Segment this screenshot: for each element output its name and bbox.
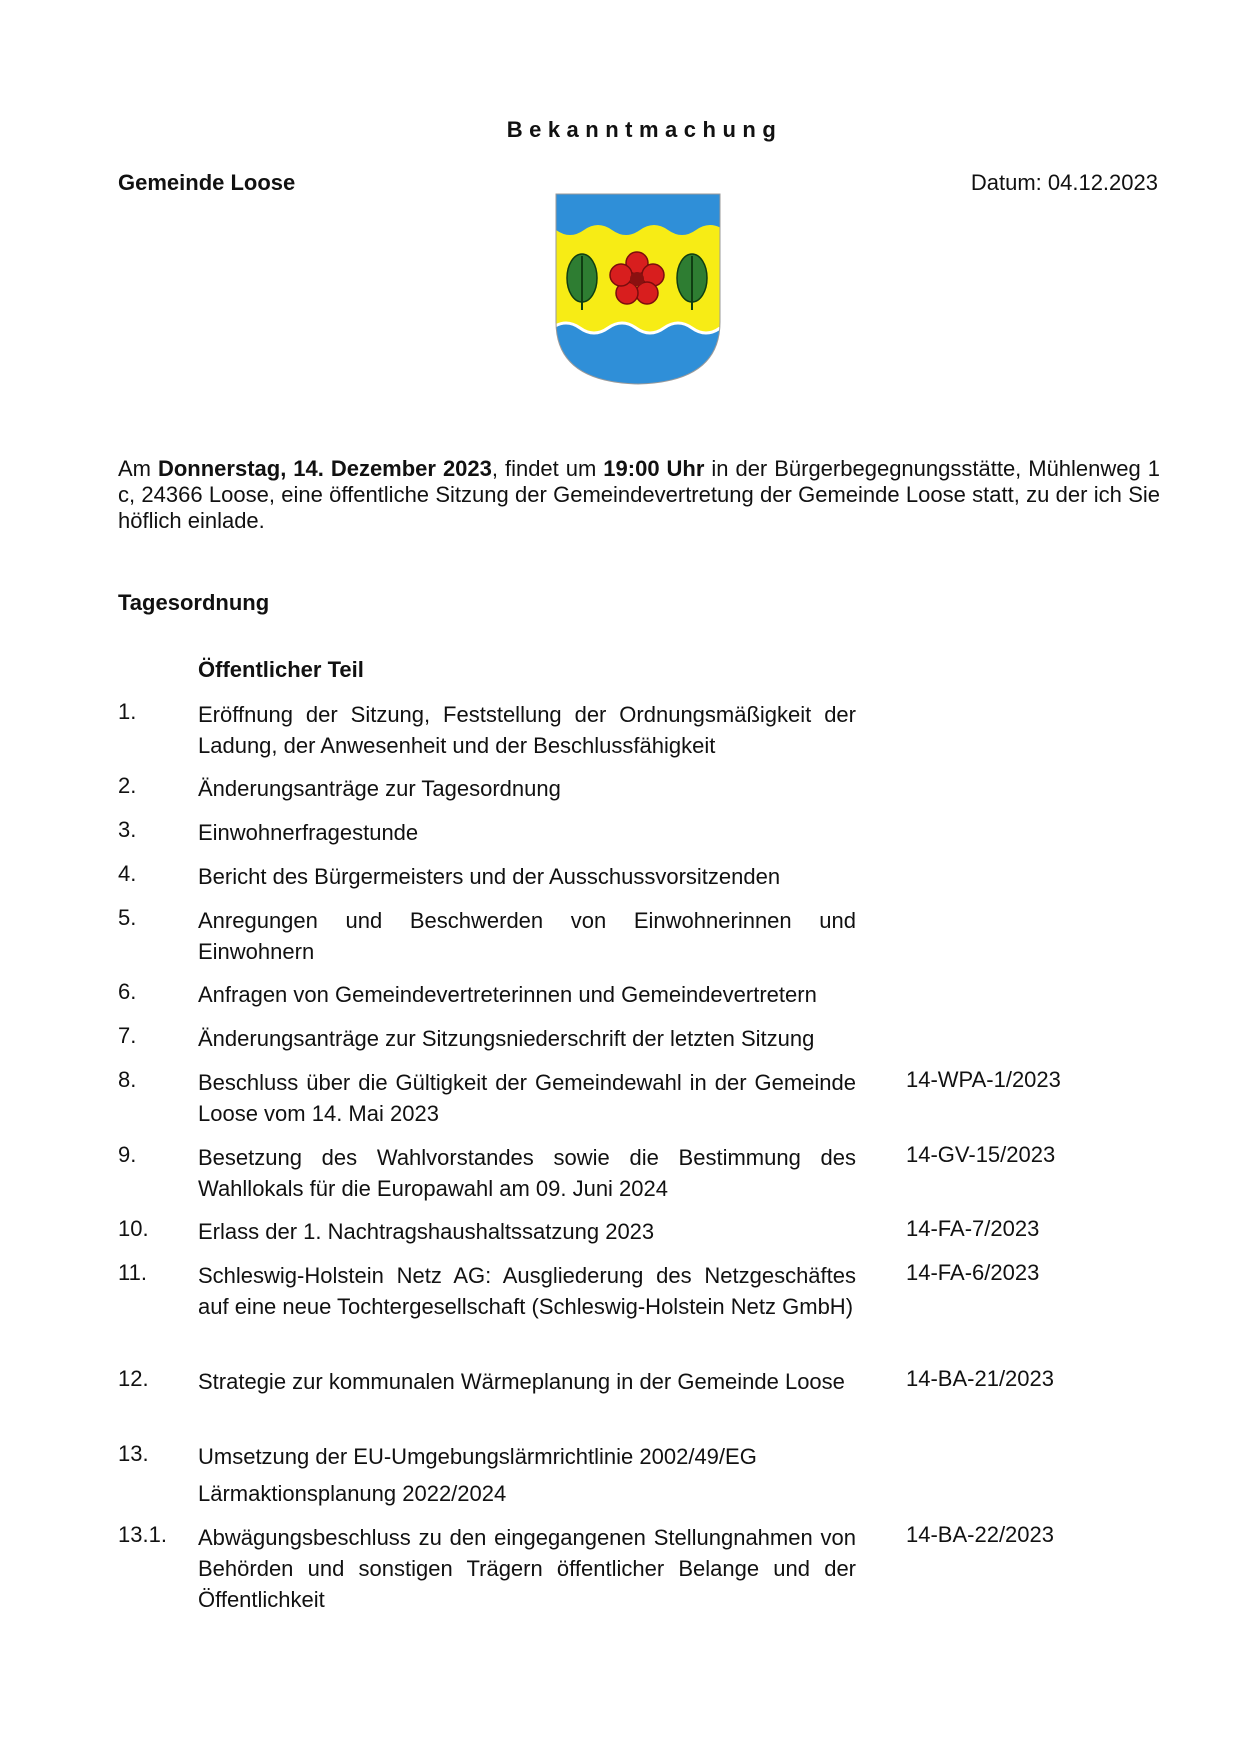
organization-name: Gemeinde Loose (118, 170, 296, 195)
agenda-item (0, 1478, 1240, 1506)
agenda-item (0, 1142, 1240, 1201)
agenda-item-reference: 14-BA-21/2023 (906, 1366, 1054, 1391)
agenda-item (0, 1260, 1240, 1319)
agenda-item-text: Lärmaktionsplanung 2022/2024 (198, 1481, 507, 1506)
agenda-item-text: Anregungen und Beschwerden von Einwohnerinnen und Einwohnern (198, 908, 856, 964)
agenda-item (0, 979, 1240, 1007)
coat-of-arms-logo (522, 172, 722, 402)
agenda-item-text: Besetzung des Wahlvorstandes sowie die Bestimmung des Wahllokals für die Europawahl am 09. Juni 2024 (198, 1145, 856, 1201)
crest-sky-band (552, 190, 722, 235)
intro-mid: , findet um (491, 456, 604, 481)
agenda-item (0, 905, 1240, 964)
agenda-item-number: 12. (118, 1366, 149, 1391)
agenda-item (0, 699, 1240, 758)
agenda-item-text: Beschluss über die Gültigkeit der Gemeindewahl in der Gemeinde Loose vom 14. Mai 2023 (198, 1070, 856, 1126)
agenda-item (0, 1216, 1240, 1244)
agenda-item-number: 4. (118, 861, 137, 886)
coat-of-arms-shield (522, 172, 722, 402)
agenda-item (0, 773, 1240, 801)
agenda-item-number: 13.1. (118, 1522, 167, 1547)
agenda-item-text: Einwohnerfragestunde (198, 820, 419, 845)
agenda-item-number: 2. (118, 773, 137, 798)
agenda-item-text: Anfragen von Gemeindevertreterinnen und Gemeindevertretern (198, 982, 817, 1007)
agenda-item-text: Schleswig-Holstein Netz AG: Ausgliederung des Netzgeschäftes auf eine neue Tochtergesellschaft (Schleswig-Holstein Netz GmbH) (198, 1263, 856, 1319)
agenda-item (0, 1023, 1240, 1051)
agenda-title: Tagesordnung (118, 590, 270, 615)
agenda-item (0, 1366, 1240, 1394)
agenda-item-reference: 14-WPA-1/2023 (906, 1067, 1061, 1092)
crest-water-band (552, 323, 722, 390)
agenda-item-text: Eröffnung der Sitzung, Feststellung der Ordnungsmäßigkeit der Ladung, der Anwesenheit und der Beschlussfähigkeit (198, 702, 856, 758)
agenda-item-number: 9. (118, 1142, 137, 1167)
agenda-item (0, 1441, 1240, 1469)
agenda-item-number: 6. (118, 979, 137, 1004)
agenda-item (0, 817, 1240, 845)
agenda-item-number: 5. (118, 905, 137, 930)
agenda-item-number: 1. (118, 699, 137, 724)
agenda-item-number: 13. (118, 1441, 149, 1466)
agenda-item-text: Umsetzung der EU-Umgebungslärmrichtlinie 2002/49/EG (198, 1444, 757, 1469)
agenda-item-number: 10. (118, 1216, 149, 1241)
agenda-item-reference: 14-BA-22/2023 (906, 1522, 1054, 1547)
agenda-item-text: Erlass der 1. Nachtragshaushaltssatzung 2023 (198, 1219, 655, 1244)
agenda-item-number: 8. (118, 1067, 137, 1092)
agenda-item (0, 861, 1240, 889)
agenda-item-text: Bericht des Bürgermeisters und der Ausschussvorsitzenden (198, 864, 781, 889)
meeting-day: Donnerstag, 14. Dezember 2023 (157, 456, 492, 481)
agenda-section-title: Öffentlicher Teil (198, 657, 364, 682)
document-date: Datum: 04.12.2023 (970, 170, 1158, 195)
intro-paragraph (118, 456, 1160, 534)
agenda-item-reference: 14-GV-15/2023 (906, 1142, 1056, 1167)
agenda-item-text: Abwägungsbeschluss zu den eingegangenen Stellungnahmen von Behörden und sonstigen Trägern öffentlicher Belange und der Öffentlichkeit (198, 1525, 856, 1612)
page-title: Bekanntmachung (506, 117, 783, 142)
agenda-item-number: 3. (118, 817, 137, 842)
agenda-item (0, 1067, 1240, 1126)
agenda-item-number: 11. (118, 1260, 147, 1285)
agenda-item-text: Änderungsanträge zur Sitzungsniederschrift der letzten Sitzung (198, 1026, 815, 1051)
agenda-item-reference: 14-FA-7/2023 (906, 1216, 1040, 1241)
agenda-item-reference: 14-FA-6/2023 (906, 1260, 1040, 1285)
intro-rest: in der Bürgerbegegnungsstätte, Mühlenweg 1 c, 24366 Loose, eine öffentliche Sitzung der Gemeindevertretung der Gemeinde Loose statt, zu der ich Sie höflich einlade. (118, 456, 1160, 533)
agenda-item-number: 7. (118, 1023, 137, 1048)
intro-prefix: Am (118, 456, 158, 481)
agenda-item (0, 1522, 1240, 1612)
agenda-item-text: Änderungsanträge zur Tagesordnung (198, 776, 561, 801)
meeting-time: 19:00 Uhr (603, 456, 705, 481)
agenda-item-text: Strategie zur kommunalen Wärmeplanung in der Gemeinde Loose (198, 1369, 845, 1394)
